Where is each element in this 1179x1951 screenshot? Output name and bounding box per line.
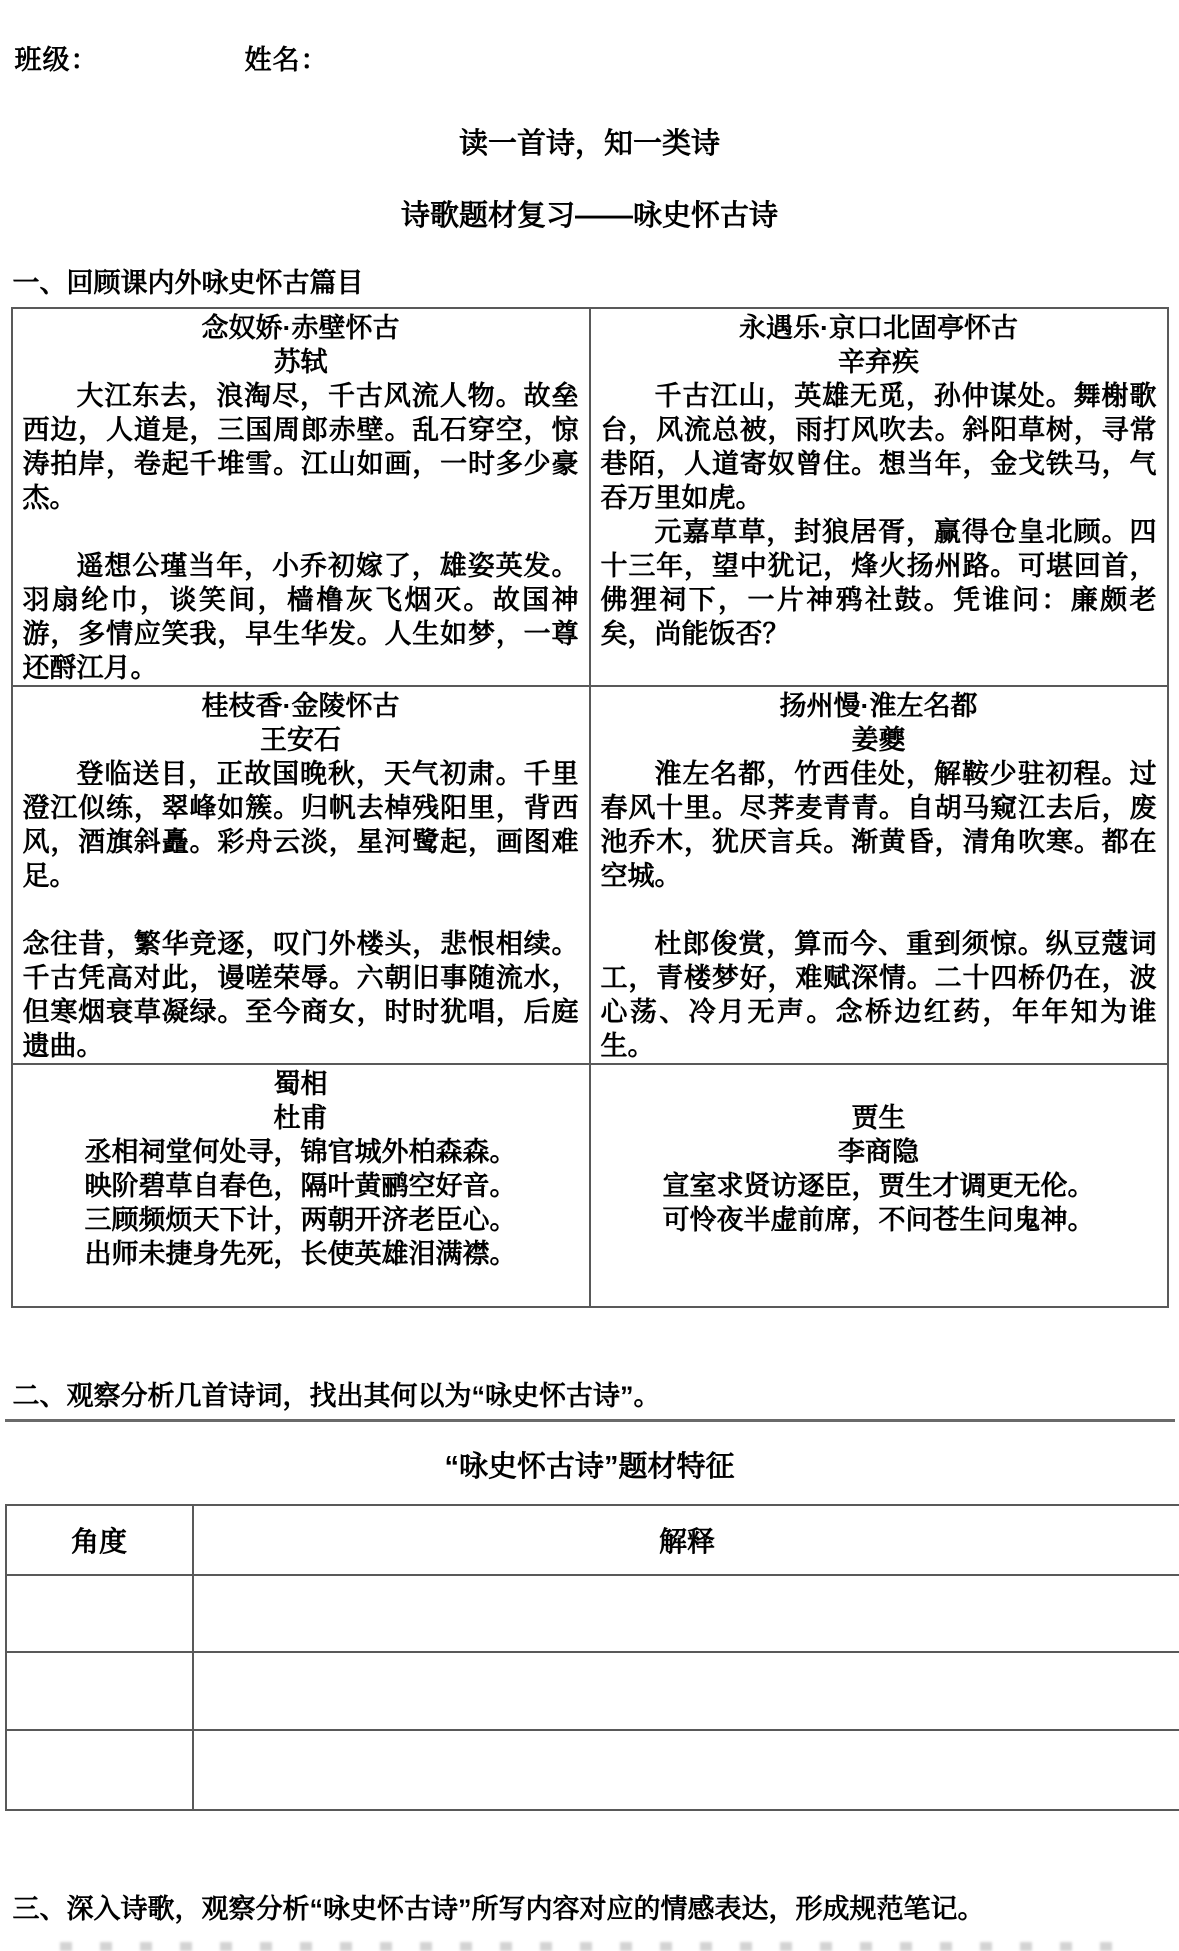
poem-title: 贾生 xyxy=(601,1101,1157,1135)
empty-explain-cell xyxy=(193,1730,1179,1810)
empty-explain-cell xyxy=(193,1652,1179,1730)
class-label: 班级： xyxy=(15,45,99,75)
stanza-gap xyxy=(601,1067,1157,1101)
poem-stanza: 遥想公瑾当年，小乔初嫁了，雄姿英发。羽扇纶巾，谈笑间，樯橹灰飞烟灭。故国神游，多情应笑我，早生华发。人生如梦，一尊还酹江月。 xyxy=(23,549,579,685)
poem-line: 宣室求贤访逐臣，贾生才调更无伦。 xyxy=(601,1169,1157,1203)
poem-title: 桂枝香·金陵怀古 xyxy=(23,689,579,723)
empty-angle-cell xyxy=(6,1730,193,1810)
page-title: 读一首诗，知一类诗 xyxy=(11,121,1169,162)
feature-table-header-row xyxy=(6,1505,1179,1575)
poem-author: 苏轼 xyxy=(23,345,579,379)
worksheet-page xyxy=(5,0,1175,1741)
feature-col-angle-header: 角度 xyxy=(6,1505,193,1575)
poem-line: 可怜夜半虚前席，不问苍生问鬼神。 xyxy=(601,1203,1157,1237)
poem-author: 李商隐 xyxy=(601,1135,1157,1169)
poem-stanza: 大江东去，浪淘尽，千古风流人物。故垒西边，人道是，三国周郎赤壁。乱石穿空，惊涛拍岸，卷起千堆雪。江山如画，一时多少豪杰。 xyxy=(23,379,579,515)
section-two-heading: 二、观察分析几首诗词，找出其何以为“咏史怀古诗”。 xyxy=(13,1374,1169,1413)
stanza-gap xyxy=(601,893,1157,927)
poem-cell-yangzhouman xyxy=(590,686,1168,1064)
id-row xyxy=(15,0,1169,77)
feature-table-title: “咏史怀古诗”题材特征 xyxy=(11,1444,1169,1485)
poems-table-row-1 xyxy=(12,308,1168,686)
poem-stanza: 杜郎俊赏，算而今、重到须惊。纵豆蔻词工，青楼梦好，难赋深情。二十四桥仍在，波心荡、冷月无声。念桥边红药，年年知为谁生。 xyxy=(601,927,1157,1063)
poem-author: 姜夔 xyxy=(601,723,1157,757)
section-one-heading: 一、回顾课内外咏史怀古篇目 xyxy=(13,261,1169,300)
feature-table xyxy=(5,1504,1179,1811)
poem-title: 永遇乐·京口北固亭怀古 xyxy=(601,311,1157,345)
stanza-gap xyxy=(23,515,579,549)
poem-title: 念奴娇·赤壁怀古 xyxy=(23,311,579,345)
poem-line: 出师未捷身先死，长使英雄泪满襟。 xyxy=(23,1237,579,1271)
poems-table-row-3 xyxy=(12,1064,1168,1307)
name-label: 姓名： xyxy=(245,45,329,75)
poems-table xyxy=(11,307,1169,1308)
poem-stanza: 淮左名都，竹西佳处，解鞍少驻初程。过春风十里。尽荠麦青青。自胡马窥江去后，废池乔木，犹厌言兵。渐黄昏，清角吹寒。都在空城。 xyxy=(601,757,1157,893)
section-divider-rule xyxy=(5,1419,1175,1422)
feature-col-explain-header: 解释 xyxy=(193,1505,1179,1575)
poem-author: 杜甫 xyxy=(23,1101,579,1135)
poem-line: 丞相祠堂何处寻，锦官城外柏森森。 xyxy=(23,1135,579,1169)
feature-table-empty-row xyxy=(6,1730,1179,1810)
feature-table-empty-row xyxy=(6,1575,1179,1652)
poem-title: 扬州慢·淮左名都 xyxy=(601,689,1157,723)
poem-stanza: 念往昔，繁华竞逐，叹门外楼头，悲恨相续。千古凭高对此，谩嗟荣辱。六朝旧事随流水，但寒烟衰草凝绿。至今商女，时时犹唱，后庭遗曲。 xyxy=(23,927,579,1063)
poem-line: 映阶碧草自春色，隔叶黄鹂空好音。 xyxy=(23,1169,579,1203)
poem-line: 三顾频烦天下计，两朝开济老臣心。 xyxy=(23,1203,579,1237)
poem-stanza: 元嘉草草，封狼居胥，赢得仓皇北顾。四十三年，望中犹记，烽火扬州路。可堪回首，佛狸祠下，一片神鸦社鼓。凭谁问：廉颇老矣，尚能饭否？ xyxy=(601,515,1157,651)
empty-angle-cell xyxy=(6,1652,193,1730)
poem-stanza: 千古江山，英雄无觅，孙仲谋处。舞榭歌台，风流总被，雨打风吹去。斜阳草树，寻常巷陌，人道寄奴曾住。想当年，金戈铁马，气吞万里如虎。 xyxy=(601,379,1157,515)
poem-cell-yongyule xyxy=(590,308,1168,686)
empty-angle-cell xyxy=(6,1575,193,1652)
poem-author: 辛弃疾 xyxy=(601,345,1157,379)
empty-explain-cell xyxy=(193,1575,1179,1652)
poem-cell-shuxiang xyxy=(12,1064,590,1307)
feature-table-empty-row xyxy=(6,1652,1179,1730)
poems-table-row-2 xyxy=(12,686,1168,1064)
cutoff-next-row-artifact xyxy=(60,1942,1120,1951)
poem-author: 王安石 xyxy=(23,723,579,757)
poem-stanza: 登临送目，正故国晚秋，天气初肃。千里澄江似练，翠峰如簇。归帆去棹残阳里，背西风，酒旗斜矗。彩舟云淡，星河鹭起，画图难足。 xyxy=(23,757,579,893)
poem-cell-niannujiao xyxy=(12,308,590,686)
poem-cell-jiasheng xyxy=(590,1064,1168,1307)
stanza-gap xyxy=(23,893,579,927)
page-subtitle: 诗歌题材复习——咏史怀古诗 xyxy=(11,193,1169,234)
poem-cell-guizhixiang xyxy=(12,686,590,1064)
poem-title: 蜀相 xyxy=(23,1067,579,1101)
section-three-heading: 三、深入诗歌，观察分析“咏史怀古诗”所写内容对应的情感表达，形成规范笔记。 xyxy=(13,1887,1169,1926)
